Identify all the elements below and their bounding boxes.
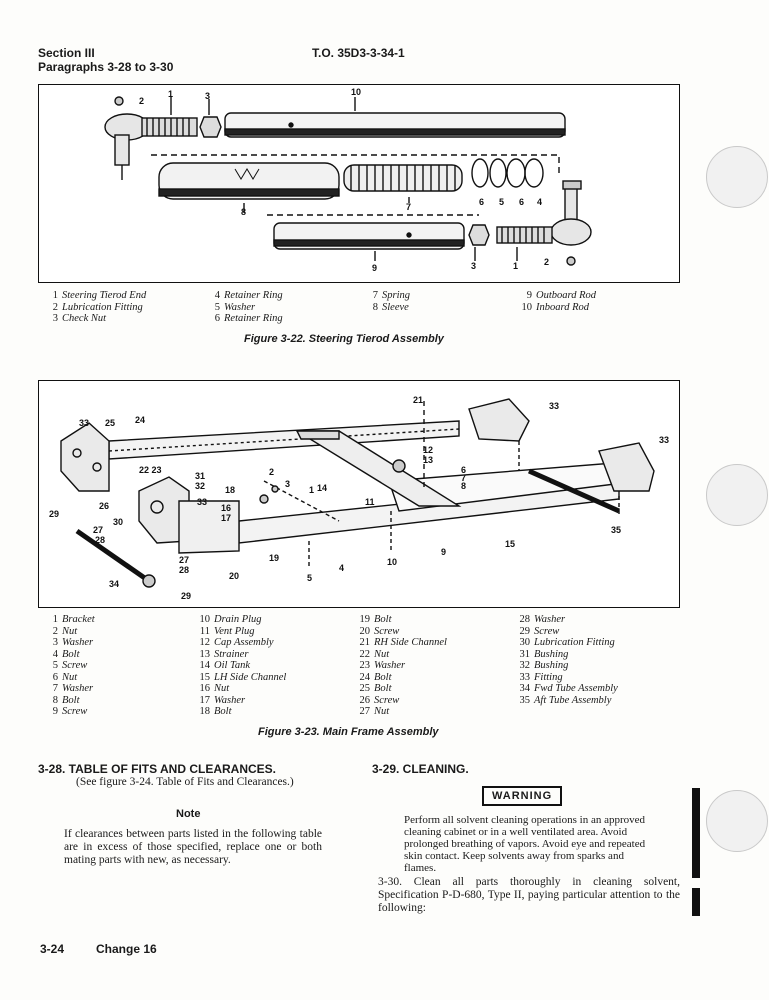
svg-text:28: 28	[179, 565, 190, 575]
fig22-legend-col4: 9 Outboard Rod 10 Inboard Rod	[521, 290, 596, 313]
svg-text:20: 20	[229, 571, 240, 581]
callout-1-bottom: 1	[513, 261, 519, 271]
svg-text:17: 17	[221, 513, 232, 523]
svg-text:22 23: 22 23	[139, 465, 162, 475]
svg-text:32: 32	[195, 481, 206, 491]
section-3-28-subtext: (See figure 3-24. Table of Fits and Clearances.)	[76, 776, 294, 788]
page-number: 3-24	[40, 942, 65, 956]
svg-text:27: 27	[179, 555, 190, 565]
svg-text:9: 9	[441, 547, 447, 557]
callout-4: 4	[537, 197, 543, 207]
callout-2-top: 2	[139, 96, 145, 106]
main-frame-drawing	[39, 381, 679, 607]
fig22-legend-col2: 4 Retainer Ring 5 Washer 6 Retainer Ring	[214, 290, 283, 324]
svg-text:8: 8	[461, 481, 467, 491]
svg-text:11: 11	[365, 497, 375, 507]
fig22-legend-col3: 7 Spring 8 Sleeve	[372, 290, 411, 313]
svg-text:34: 34	[109, 579, 120, 589]
callout-6b: 6	[519, 197, 525, 207]
svg-text:19: 19	[269, 553, 280, 563]
svg-text:3: 3	[285, 479, 291, 489]
callout-6a: 6	[479, 197, 485, 207]
callout-7: 7	[406, 202, 412, 212]
to-number: T.O. 35D3-3-34-1	[312, 46, 405, 60]
figure-3-23-caption: Figure 3-23. Main Frame Assembly	[258, 726, 439, 738]
svg-text:1: 1	[309, 485, 315, 495]
paragraphs-label: Paragraphs 3-28 to 3-30	[38, 60, 174, 74]
svg-text:13: 13	[423, 455, 434, 465]
svg-text:31: 31	[195, 471, 206, 481]
svg-text:33: 33	[197, 497, 208, 507]
section-3-29-heading: 3-29. CLEANING.	[372, 762, 469, 776]
svg-text:33: 33	[549, 401, 560, 411]
figure-3-23-illustration	[38, 380, 680, 608]
warning-label: WARNING	[482, 786, 562, 806]
svg-text:15: 15	[505, 539, 516, 549]
fig23-legend-col3: 19 Bolt 20 Screw 21 RH Side Channel 22 Nut 23 Washer 24 Bolt 25 Bolt 26 Screw 27 Nut	[359, 614, 447, 717]
svg-text:14: 14	[317, 483, 328, 493]
svg-text:27: 27	[93, 525, 104, 535]
fig22-legend-col1: 1 Steering Tierod End 2 Lubrication Fitting 3 Check Nut	[52, 290, 147, 324]
note-title: Note	[176, 808, 201, 820]
callout-1-top: 1	[168, 89, 174, 99]
callout-8: 8	[241, 207, 247, 217]
svg-text:35: 35	[611, 525, 622, 535]
svg-text:2: 2	[269, 467, 275, 477]
callout-9: 9	[372, 263, 378, 273]
figure-3-22-caption: Figure 3-22. Steering Tierod Assembly	[244, 333, 444, 345]
svg-text:21: 21	[413, 395, 424, 405]
svg-text:24: 24	[135, 415, 146, 425]
binder-hole-bottom	[706, 790, 768, 852]
callout-10: 10	[351, 87, 362, 97]
fig23-legend-col1: 1 Bracket 2 Nut 3 Washer 4 Bolt 5 Screw 6 Nut 7 Washer 8 Bolt 9 Screw	[52, 614, 95, 717]
change-bar-top	[692, 788, 700, 878]
note-text: If clearances between parts listed in the following table are in excess of those specified, replace one or both mating parts with new, as necessary.	[64, 828, 322, 866]
svg-text:29: 29	[49, 509, 60, 519]
tierod-drawing	[39, 85, 679, 282]
svg-text:26: 26	[99, 501, 110, 511]
fig23-legend-col4: 28 Washer 29 Screw 30 Lubrication Fitting 31 Bushing 32 Bushing 33 Fitting 34 Fwd Tube Assembly 35 Aft Tube Assembly	[519, 614, 618, 706]
section-3-28-heading: 3-28. TABLE OF FITS AND CLEARANCES.	[38, 762, 277, 776]
binder-hole-middle	[706, 464, 768, 526]
warning-text: Perform all solvent cleaning operations in an approved cleaning cabinet or in a well ventilated area. Avoid prolonged breathing of vapors. Avoid eye and repeated skin contact. Keep solvents away from sparks and flames.	[404, 814, 646, 874]
callout-3-bottom: 3	[471, 261, 477, 271]
change-number: Change 16	[96, 942, 157, 956]
change-bar-bottom	[692, 888, 700, 916]
svg-text:16: 16	[221, 503, 232, 513]
callout-5a: 5	[499, 197, 505, 207]
svg-text:7: 7	[461, 473, 467, 483]
binder-hole-top	[706, 146, 768, 208]
svg-text:18: 18	[225, 485, 236, 495]
svg-text:28: 28	[95, 535, 106, 545]
callout-3-top: 3	[205, 91, 211, 101]
fig23-legend-col2: 10 Drain Plug 11 Vent Plug 12 Cap Assembly 13 Strainer 14 Oil Tank 15 LH Side Channel 16 Nut 17 Washer 18 Bolt	[199, 614, 287, 717]
section-3-30-text: 3-30. Clean all parts thoroughly in cleaning solvent, Specification P-D-680, Type II, paying particular attention to the following:	[378, 876, 680, 914]
svg-text:33: 33	[659, 435, 670, 445]
svg-text:29: 29	[181, 591, 192, 601]
svg-text:25: 25	[105, 418, 116, 428]
svg-text:6: 6	[461, 465, 467, 475]
svg-text:30: 30	[113, 517, 124, 527]
svg-text:33: 33	[79, 418, 90, 428]
svg-text:10: 10	[387, 557, 398, 567]
figure-3-22-illustration	[38, 84, 680, 283]
svg-text:12: 12	[423, 445, 434, 455]
callout-2-bottom: 2	[544, 257, 550, 267]
svg-text:5: 5	[307, 573, 313, 583]
section-label: Section III	[38, 46, 95, 60]
svg-text:4: 4	[339, 563, 345, 573]
